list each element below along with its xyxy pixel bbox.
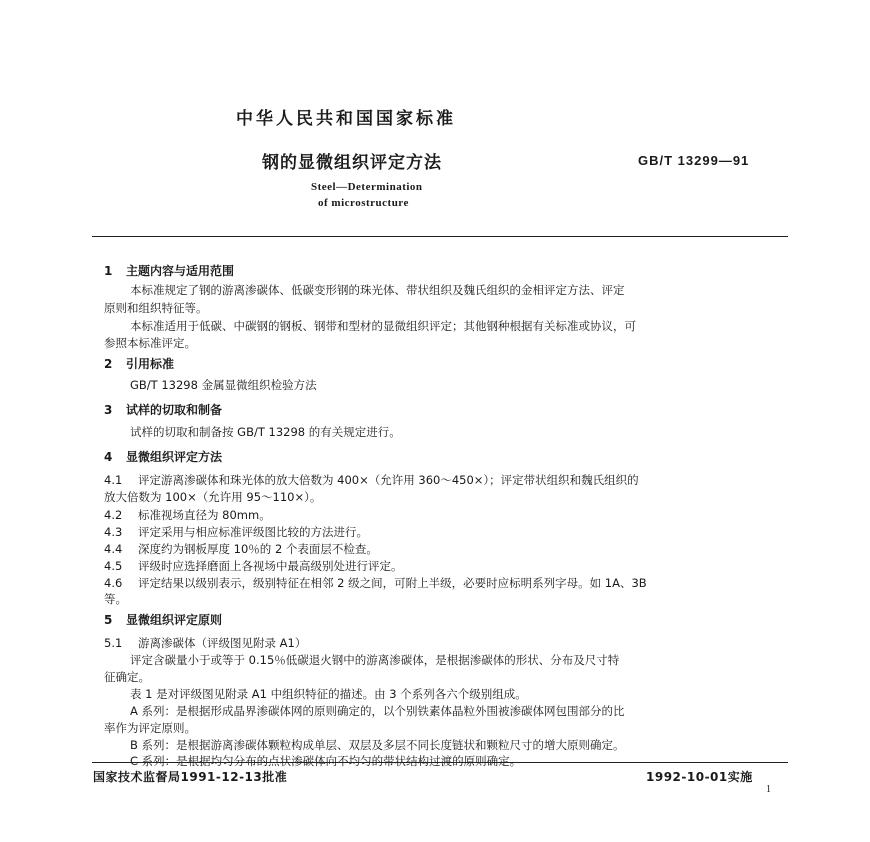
clause-number: 4.2 bbox=[104, 508, 123, 522]
paragraph-line: 征确定。 bbox=[104, 670, 150, 684]
paragraph-line: 放大倍数为 100×（允许用 95～110×）。 bbox=[104, 490, 322, 504]
section-title: 显微组织评定原则 bbox=[126, 613, 223, 627]
clause-4-3 bbox=[104, 524, 368, 540]
section-2-heading bbox=[104, 355, 174, 372]
section-number: 1 bbox=[104, 264, 113, 278]
section-title: 试样的切取和制备 bbox=[126, 403, 223, 417]
clause-number: 4.4 bbox=[104, 542, 123, 556]
clause-number: 4.1 bbox=[104, 473, 123, 487]
effective-date: 1992-10-01实施 bbox=[646, 770, 753, 784]
clause-4-4 bbox=[104, 541, 378, 557]
section-number: 4 bbox=[104, 450, 113, 464]
paragraph-line: 表 1 是对评级图见附录 A1 中组织特征的描述。由 3 个系列各六个级别组成。 bbox=[130, 687, 527, 701]
section-number: 3 bbox=[104, 403, 113, 417]
clause-4-1 bbox=[104, 472, 639, 488]
reference-standard: GB/T 13298 金属显微组织检验方法 bbox=[130, 378, 317, 392]
paragraph-line: A 系列：是根据形成晶界渗碳体网的原则确定的，以个别铁素体晶粒外围被渗碳体网包围部分的比 bbox=[130, 704, 625, 718]
section-number: 5 bbox=[104, 613, 113, 627]
standard-number: GB/T 13299—91 bbox=[638, 153, 750, 168]
page-number: 1 bbox=[766, 784, 771, 795]
section-1-heading bbox=[104, 262, 234, 279]
english-title-line1: Steel—Determination bbox=[311, 181, 423, 193]
national-standard-heading: 中华人民共和国国家标准 bbox=[236, 109, 456, 129]
top-divider bbox=[92, 236, 788, 237]
document-title: 钢的显微组织评定方法 bbox=[262, 153, 442, 173]
bottom-divider bbox=[92, 762, 788, 763]
paragraph-line: 本标准适用于低碳、中碳钢的钢板、钢带和型材的显微组织评定；其他钢种根据有关标准或协议，可 bbox=[130, 319, 636, 333]
section-3-heading bbox=[104, 401, 222, 418]
paragraph-line: 评定含碳量小于或等于 0.15％低碳退火钢中的游离渗碳体，是根据渗碳体的形状、分布及尺寸特 bbox=[130, 653, 620, 667]
paragraph-line: 原则和组织特征等。 bbox=[104, 301, 208, 315]
clause-number: 4.5 bbox=[104, 559, 123, 573]
section-5-heading bbox=[104, 611, 222, 628]
section-number: 2 bbox=[104, 357, 113, 371]
paragraph-line: 率作为评定原则。 bbox=[104, 721, 196, 735]
section-4-heading bbox=[104, 448, 222, 465]
paragraph-line: 等。 bbox=[104, 592, 127, 606]
clause-number: 4.6 bbox=[104, 576, 123, 590]
paragraph-line: 试样的切取和制备按 GB/T 13298 的有关规定进行。 bbox=[130, 425, 401, 439]
paragraph-line: C 系列：是根据均匀分布的点状渗碳体向不均匀的带状结构过渡的原则确定。 bbox=[130, 754, 522, 768]
section-title: 引用标准 bbox=[126, 357, 175, 371]
clause-text: 评定采用与相应标准评级图比较的方法进行。 bbox=[138, 525, 368, 539]
clause-4-2 bbox=[104, 507, 271, 523]
clause-4-5 bbox=[104, 558, 403, 574]
clause-number: 4.3 bbox=[104, 525, 123, 539]
section-title: 主题内容与适用范围 bbox=[126, 264, 235, 278]
clause-text: 评定游离渗碳体和珠光体的放大倍数为 400×（允许用 360～450×）；评定带状组织和魏氏组织的 bbox=[138, 473, 639, 487]
paragraph-line: B 系列：是根据游离渗碳体颗粒构成单层、双层及多层不同长度链状和颗粒尺寸的增大原则确定。 bbox=[130, 738, 625, 752]
clause-5-1 bbox=[104, 635, 306, 651]
clause-4-6 bbox=[104, 575, 647, 591]
clause-text: 游离渗碳体（评级图见附录 A1） bbox=[138, 636, 307, 650]
paragraph-line: 参照本标准评定。 bbox=[104, 336, 196, 350]
clause-text: 标准视场直径为 80mm。 bbox=[138, 508, 271, 522]
english-title-line2: of microstructure bbox=[318, 197, 409, 209]
clause-text: 评级时应选择磨面上各视场中最高级别处进行评定。 bbox=[138, 559, 403, 573]
clause-number: 5.1 bbox=[104, 636, 123, 650]
paragraph-line: 本标准规定了钢的游离渗碳体、低碳变形钢的珠光体、带状组织及魏氏组织的金相评定方法、评定 bbox=[130, 283, 625, 297]
approval-date: 国家技术监督局1991-12-13批准 bbox=[93, 770, 288, 784]
section-title: 显微组织评定方法 bbox=[126, 450, 223, 464]
clause-text: 评定结果以级别表示，级别特征在相邻 2 级之间，可附上半级，必要时应标明系列字母。如 1A、3B bbox=[138, 576, 647, 590]
clause-text: 深度约为钢板厚度 10％的 2 个表面层不检查。 bbox=[138, 542, 378, 556]
